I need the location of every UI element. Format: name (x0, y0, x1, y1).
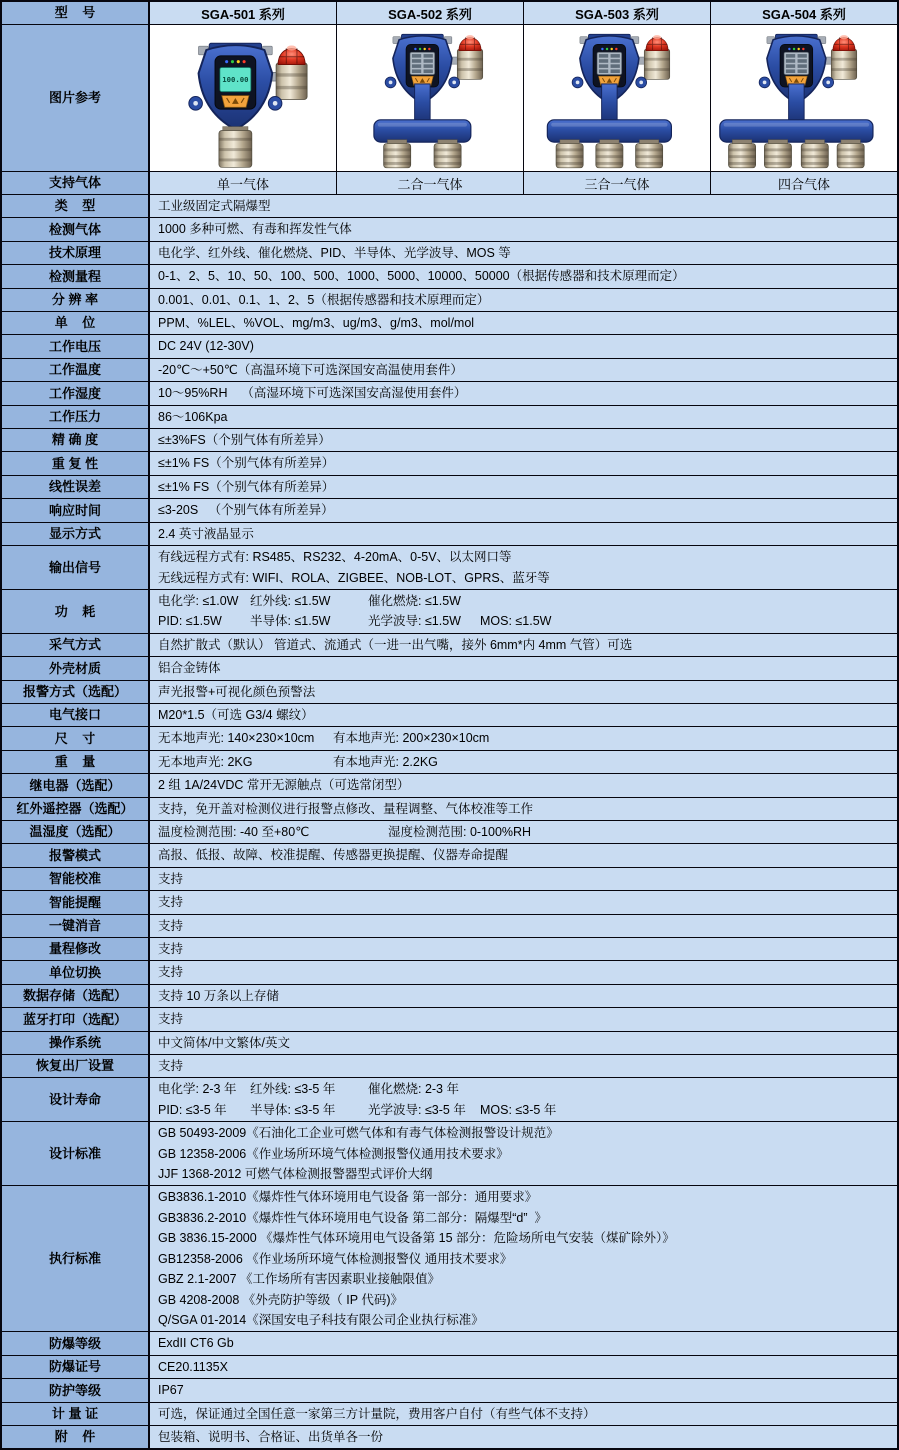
spec-line: 工业级固定式隔爆型 (158, 199, 271, 213)
spec-line: 高报、低报、故障、校准提醒、传感器更换提醒、仪器寿命提醒 (158, 848, 509, 863)
svg-text:100.00: 100.00 (222, 75, 249, 85)
spec-row-label: 设计标准 (2, 1122, 150, 1185)
spec-row (2, 334, 897, 357)
spec-line: GB 3836.15-2000 《爆炸性气体环境用电气设备第 15 部分：危险场所电气安装（煤矿除外）》 (158, 1231, 675, 1246)
spec-row-label: 响应时间 (2, 499, 150, 521)
spec-row-value (150, 406, 897, 428)
spec-row-value (150, 452, 897, 474)
spec-row-label: 报警模式 (2, 844, 150, 866)
spec-line: GB 50493-2009《石油化工企业可燃气体和有毒气体检测报警设计规范》 (158, 1126, 559, 1141)
spec-line: 自然扩散式（默认） 管道式、流通式（一进一出气嘴，接外 6mm*内 4mm 气管）可选 (158, 637, 633, 652)
spec-row-value (150, 1379, 897, 1401)
spec-row-label: 温湿度（选配） (2, 821, 150, 843)
spec-line: 支持，免开盖对检测仪进行报警点修改、量程调整、气体校准等工作 (158, 801, 534, 816)
spec-line: 有线远程方式有: RS485、RS232、4-20mA、0-5V、以太网口等 (158, 550, 512, 565)
spec-line: GB3836.2-2010《爆炸性气体环境用电气设备 第二部分：隔爆型“d” 》 (158, 1210, 547, 1225)
spec-line: 无线远程方式有: WIFI、ROLA、ZIGBEE、NOB-LOT、GPRS、蓝牙等 (158, 570, 550, 585)
spec-row-label: 红外遥控器（选配） (2, 798, 150, 820)
product-image-row (2, 24, 897, 171)
spec-row-label: 量程修改 (2, 938, 150, 960)
model-row-label: 型 号 (2, 2, 150, 24)
spec-row-value (150, 429, 897, 451)
spec-row-label: 电气接口 (2, 704, 150, 726)
spec-row-value (150, 915, 897, 937)
spec-row-value (150, 961, 897, 983)
spec-row-label: 智能提醒 (2, 891, 150, 913)
spec-row-label: 重 复 性 (2, 452, 150, 474)
spec-row (2, 1077, 897, 1121)
spec-row (2, 217, 897, 240)
model-header-row (2, 2, 897, 24)
spec-row-label: 工作温度 (2, 359, 150, 381)
spec-line: -20℃～+50℃（高温环境下可选深国安高温使用套件） (158, 362, 463, 377)
spec-row (2, 1007, 897, 1030)
spec-row (2, 405, 897, 428)
spec-row-value (150, 704, 897, 726)
spec-row-value (150, 1356, 897, 1378)
model-name-sga-504: SGA-504 系列 (710, 2, 897, 24)
gas-type-sga-504: 四合气体 (710, 172, 897, 194)
gas-detector-illustration (526, 27, 708, 169)
spec-row (2, 1331, 897, 1354)
spec-row-label: 工作电压 (2, 335, 150, 357)
spec-row-label: 附 件 (2, 1426, 150, 1448)
spec-row (2, 264, 897, 287)
spec-line: 铝合金铸体 (158, 661, 221, 676)
gas-type-sga-502: 二合一气体 (336, 172, 523, 194)
spec-line: M20*1.5（可选 G3/4 螺纹） (158, 707, 314, 722)
spec-row-label: 采气方式 (2, 634, 150, 656)
spec-row-label: 防爆证号 (2, 1356, 150, 1378)
spec-line: GB12358-2006 《作业场所环境气体检测报警仪 通用技术要求》 (158, 1251, 513, 1266)
spec-row (2, 750, 897, 773)
spec-row-value (150, 546, 897, 589)
spec-row (2, 241, 897, 264)
spec-row-label: 精 确 度 (2, 429, 150, 451)
spec-row-value (150, 844, 897, 866)
spec-row-label: 工作湿度 (2, 382, 150, 404)
detector-body (189, 43, 282, 129)
spec-row-label: 执行标准 (2, 1186, 150, 1331)
spec-row-label: 一键消音 (2, 915, 150, 937)
spec-row-value (150, 985, 897, 1007)
spec-row (2, 726, 897, 749)
model-name-sga-502: SGA-502 系列 (336, 2, 523, 24)
spec-row-label: 数据存储（选配） (2, 985, 150, 1007)
spec-row-value (150, 1032, 897, 1054)
spec-row-value (150, 195, 897, 217)
spec-row-label: 设计寿命 (2, 1078, 150, 1121)
spec-row (2, 820, 897, 843)
spec-row-label: 线性误差 (2, 476, 150, 498)
spec-row-value (150, 727, 897, 749)
spec-line: Q/SGA 01-2014《深国安电子科技有限公司企业执行标准》 (158, 1312, 484, 1327)
spec-row-value (150, 242, 897, 264)
spec-row (2, 288, 897, 311)
spec-row-label: 工作压力 (2, 406, 150, 428)
spec-row-value (150, 657, 897, 679)
spec-line: PID: ≤1.5W 半导体: ≤1.5W 光学波导: ≤1.5W MOS: ≤1.5W (158, 614, 552, 629)
spec-row (2, 656, 897, 679)
spec-row (2, 381, 897, 404)
spec-row-value (150, 774, 897, 796)
gas-detector-illustration (152, 27, 334, 169)
spec-row-label: 输出信号 (2, 546, 150, 589)
model-name-sga-503: SGA-503 系列 (523, 2, 710, 24)
product-image-sga-503 (523, 25, 710, 171)
spec-line: 0-1、2、5、10、50、100、500、1000、5000、10000、50000（根据传感器和技术原理而定） (158, 269, 685, 284)
spec-line: 声光报警+可视化颜色预警法 (158, 684, 316, 699)
spec-line: 中文简体/中文繁体/英文 (158, 1035, 290, 1050)
spec-row (2, 451, 897, 474)
spec-row (2, 1185, 897, 1331)
spec-row-value (150, 312, 897, 334)
spec-row (2, 358, 897, 381)
spec-line: 支持 (158, 918, 184, 933)
spec-row-label: 外壳材质 (2, 657, 150, 679)
spec-line: ≤±3%FS（个别气体有所差异） (158, 433, 331, 448)
spec-row (2, 475, 897, 498)
spec-line: 无本地声光: 2KG 有本地声光: 2.2KG (158, 754, 438, 769)
spec-line: 2 组 1A/24VDC 常开无源触点（可选常闭型） (158, 778, 410, 793)
spec-row-label: 防护等级 (2, 1379, 150, 1401)
spec-row-value (150, 891, 897, 913)
spec-row-value (150, 868, 897, 890)
spec-row-value (150, 938, 897, 960)
spec-row (2, 773, 897, 796)
spec-row-value (150, 1426, 897, 1448)
spec-row-label: 单 位 (2, 312, 150, 334)
spec-row (2, 703, 897, 726)
spec-row (2, 914, 897, 937)
spec-row (2, 1121, 897, 1185)
spec-line: 支持 10 万条以上存储 (158, 988, 279, 1003)
spec-row (2, 194, 897, 217)
spec-row-value (150, 523, 897, 545)
spec-row (2, 633, 897, 656)
spec-line: 支持 (158, 871, 184, 886)
spec-row-label: 功 耗 (2, 590, 150, 633)
spec-row-value (150, 751, 897, 773)
spec-line: GB 12358-2006《作业场所环境气体检测报警仪通用技术要求》 (158, 1146, 509, 1161)
spec-line: 无本地声光: 140×230×10cm 有本地声光: 200×230×10cm (158, 731, 490, 746)
spec-row (2, 1054, 897, 1077)
spec-row-label: 显示方式 (2, 523, 150, 545)
gas-detector-illustration (713, 27, 895, 169)
spec-row (2, 890, 897, 913)
spec-row-label: 恢复出厂设置 (2, 1055, 150, 1077)
spec-line: ExdII CT6 Gb (158, 1336, 234, 1351)
spec-row-value (150, 476, 897, 498)
spec-line: 可选，保证通过全国任意一家第三方计量院，费用客户自付（有些气体不支持） (158, 1406, 596, 1421)
spec-row (2, 545, 897, 589)
spec-row-value (150, 798, 897, 820)
spec-row (2, 1031, 897, 1054)
spec-row-value (150, 1186, 897, 1331)
spec-row (2, 984, 897, 1007)
spec-line: ≤±1% FS（个别气体有所差异） (158, 456, 335, 471)
spec-row (2, 1355, 897, 1378)
spec-line: 支持 (158, 1012, 184, 1027)
spec-line: 支持 (158, 965, 184, 980)
spec-row (2, 937, 897, 960)
spec-line: 支持 (158, 1059, 184, 1074)
spec-row-value (150, 382, 897, 404)
spec-row-label: 分 辨 率 (2, 289, 150, 311)
spec-line: GB3836.1-2010《爆炸性气体环境用电气设备 第一部分：通用要求》 (158, 1190, 538, 1205)
supported-gas-row (2, 171, 897, 194)
spec-line: 电化学、红外线、催化燃烧、PID、半导体、光学波导、MOS 等 (158, 245, 511, 260)
gas-detector-illustration (339, 27, 521, 169)
spec-row-value (150, 218, 897, 240)
spec-rows-container (2, 194, 897, 1448)
spec-row-value (150, 289, 897, 311)
spec-row-value (150, 1332, 897, 1354)
spec-line: 支持 (158, 942, 184, 956)
spec-row-value (150, 590, 897, 633)
spec-row-label: 检测量程 (2, 265, 150, 287)
product-image-sga-504 (710, 25, 897, 171)
spec-row (2, 311, 897, 334)
spec-line: ≤3-20S （个别气体有所差异） (158, 503, 334, 518)
spec-line: PID: ≤3-5 年 半导体: ≤3-5 年 光学波导: ≤3-5 年 MOS: ≤3-5 年 (158, 1102, 557, 1117)
gas-type-sga-503: 三合一气体 (523, 172, 710, 194)
spec-row (2, 1425, 897, 1448)
spec-line: 支持 (158, 895, 184, 910)
spec-row-value (150, 499, 897, 521)
spec-row (2, 1378, 897, 1401)
spec-row-value (150, 359, 897, 381)
spec-line: 10～95%RH （高湿环境下可选深国安高湿使用套件） (158, 386, 467, 401)
spec-row-value (150, 1078, 897, 1121)
product-image-sga-501 (150, 25, 336, 171)
spec-line: JJF 1368-2012 可燃气体检测报警器型式评价大纲 (158, 1167, 433, 1182)
spec-row-value (150, 265, 897, 287)
spec-row (2, 867, 897, 890)
spec-line: IP67 (158, 1383, 184, 1398)
spec-row-value (150, 1008, 897, 1030)
spec-row-label: 重 量 (2, 751, 150, 773)
spec-line: 温度检测范围: -40 至+80℃ 湿度检测范围: 0-100%RH (158, 824, 532, 839)
spec-row-value (150, 634, 897, 656)
spec-line: 2.4 英寸液晶显示 (158, 526, 254, 541)
spec-line: 0.001、0.01、0.1、1、2、5（根据传感器和技术原理而定） (158, 292, 490, 307)
spec-row-label: 检测气体 (2, 218, 150, 240)
product-image-sga-502 (336, 25, 523, 171)
spec-row (2, 797, 897, 820)
spec-row-label: 操作系统 (2, 1032, 150, 1054)
spec-row-label: 蓝牙打印（选配） (2, 1008, 150, 1030)
spec-row-value (150, 1055, 897, 1077)
spec-line: 电化学: ≤1.0W 红外线: ≤1.5W 催化燃烧: ≤1.5W (158, 593, 461, 608)
spec-line: 电化学: 2-3 年 红外线: ≤3-5 年 催化燃烧: 2-3 年 (158, 1082, 459, 1097)
spec-line: PPM、%LEL、%VOL、mg/m3、ug/m3、g/m3、mol/mol (158, 316, 475, 331)
spec-row-value (150, 681, 897, 703)
spec-row-value (150, 335, 897, 357)
spec-row-label: 尺 寸 (2, 727, 150, 749)
gas-type-sga-501: 单一气体 (150, 172, 336, 194)
spec-row-label: 单位切换 (2, 961, 150, 983)
spec-row-label: 报警方式（选配） (2, 681, 150, 703)
spec-row-label: 类 型 (2, 195, 150, 217)
spec-row (2, 522, 897, 545)
model-name-sga-501: SGA-501 系列 (150, 2, 336, 24)
gas-row-label: 支持气体 (2, 172, 150, 194)
spec-row-value (150, 821, 897, 843)
spec-row-label: 继电器（选配） (2, 774, 150, 796)
spec-row-value (150, 1403, 897, 1425)
image-row-label: 图片参考 (2, 25, 150, 171)
spec-row (2, 589, 897, 633)
spec-row (2, 428, 897, 451)
spec-row-label: 计 量 证 (2, 1403, 150, 1425)
spec-row-value (150, 1122, 897, 1185)
spec-line: 1000 多种可燃、有毒和挥发性气体 (158, 222, 352, 237)
spec-line: GB 4208-2008 《外壳防护等级（ IP 代码)》 (158, 1292, 403, 1307)
spec-row (2, 843, 897, 866)
spec-line: CE20.1135X (158, 1359, 228, 1374)
spec-row-label: 智能校准 (2, 868, 150, 890)
spec-row-label: 技术原理 (2, 242, 150, 264)
spec-row (2, 1402, 897, 1425)
spec-row-label: 防爆等级 (2, 1332, 150, 1354)
spec-line: DC 24V (12-30V) (158, 339, 254, 354)
spec-line: GBZ 2.1-2007 《工作场所有害因素职业接触限值》 (158, 1272, 440, 1287)
spec-row (2, 498, 897, 521)
spec-line: 包装箱、说明书、合格证、出货单各一份 (158, 1429, 384, 1444)
spec-row (2, 960, 897, 983)
spec-line: 86～106Kpa (158, 409, 228, 424)
spec-line: ≤±1% FS（个别气体有所差异） (158, 479, 335, 494)
spec-row (2, 680, 897, 703)
